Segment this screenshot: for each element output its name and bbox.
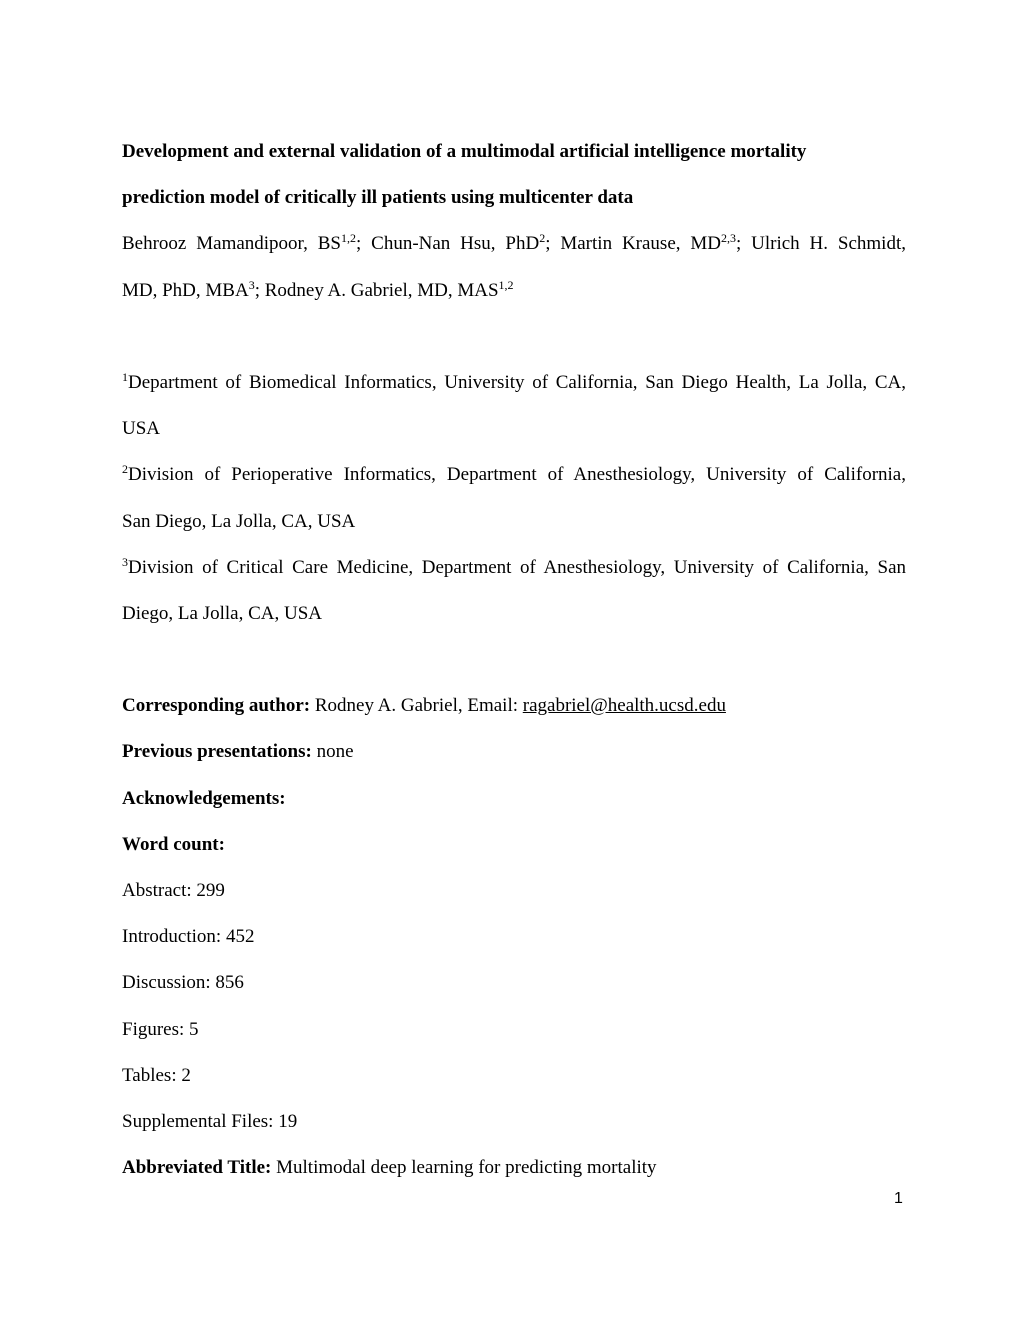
author-5: ; Rodney A. Gabriel, MD, MAS: [254, 279, 499, 301]
affiliation-3-marker: 3: [122, 554, 128, 569]
corresponding-author: [122, 683, 906, 729]
author-1-affiliation: 1,2: [341, 231, 356, 246]
supplemental-files-count: Supplemental Files: 19: [122, 1110, 298, 1132]
affiliation-3-text: Division of Critical Care Medicine, Department of Anesthesiology, University of California, San: [128, 556, 906, 578]
corresponding-email-link[interactable]: ragabriel@health.ucsd.edu: [522, 695, 726, 717]
affiliation-1-text: Department of Biomedical Informatics, University of California, San Diego Health, La Jolla, CA,: [128, 371, 906, 393]
abbreviated-title-label: Abbreviated Title:: [122, 1157, 272, 1179]
corresponding-author-label: Corresponding author:: [122, 695, 311, 717]
affiliation-1-line-1: [122, 360, 906, 406]
word-count-abstract: Abstract: 299: [122, 880, 225, 901]
spacer: [122, 314, 906, 360]
author-2: ; Chun-Nan Hsu, PhD: [356, 233, 540, 255]
author-4-affiliation: 3: [248, 277, 255, 292]
author-3: ; Martin Krause, MD: [545, 233, 721, 255]
affiliation-2-text: Division of Perioperative Informatics, Department of Anesthesiology, University of California,: [128, 464, 906, 486]
affiliation-2-line-2: San Diego, La Jolla, CA, USA: [122, 510, 356, 532]
author-1: Behrooz Mamandipoor, BS: [122, 233, 341, 255]
author-5-affiliation: 1,2: [498, 277, 514, 292]
word-count-introduction: Introduction: 452: [122, 926, 255, 948]
author-4-part-2: MD, PhD, MBA: [122, 279, 249, 301]
affiliation-3-line-1: [122, 545, 906, 591]
previous-presentations-label: Previous presentations:: [122, 741, 312, 763]
paper-title-line-1: Development and external validation of a multimodal artificial intelligence mortality: [122, 141, 807, 162]
title-page: [122, 129, 906, 1191]
abbreviated-title: [122, 1145, 906, 1191]
affiliation-3-line-2: Diego, La Jolla, CA, USA: [122, 602, 323, 624]
previous-presentations-text: none: [311, 741, 354, 763]
author-list-line-1: [122, 221, 906, 267]
word-count-discussion: Discussion: 856: [122, 972, 244, 994]
affiliation-2-marker: 2: [122, 462, 128, 477]
author-4-part-1: ; Ulrich H. Schmidt,: [735, 233, 906, 255]
affiliation-1-line-2: USA: [122, 418, 161, 440]
spacer: [122, 637, 906, 683]
figures-count: Figures: 5: [122, 1018, 199, 1040]
page-number: 1: [894, 1190, 903, 1207]
corresponding-author-text: Rodney A. Gabriel, Email:: [310, 695, 523, 717]
previous-presentations: [122, 729, 906, 775]
abbreviated-title-text: Multimodal deep learning for predicting mortality: [271, 1157, 657, 1179]
affiliation-2-line-1: [122, 452, 906, 498]
author-3-affiliation: 2,3: [720, 231, 736, 246]
word-count-label: Word count:: [122, 833, 225, 855]
author-list-line-2: [122, 268, 906, 314]
author-2-affiliation: 2: [539, 231, 546, 246]
acknowledgements-label: Acknowledgements:: [122, 787, 286, 809]
tables-count: Tables: 2: [122, 1064, 191, 1086]
affiliation-1-marker: 1: [122, 369, 128, 384]
paper-title-line-2: prediction model of critically ill patients using multicenter data: [122, 187, 634, 209]
